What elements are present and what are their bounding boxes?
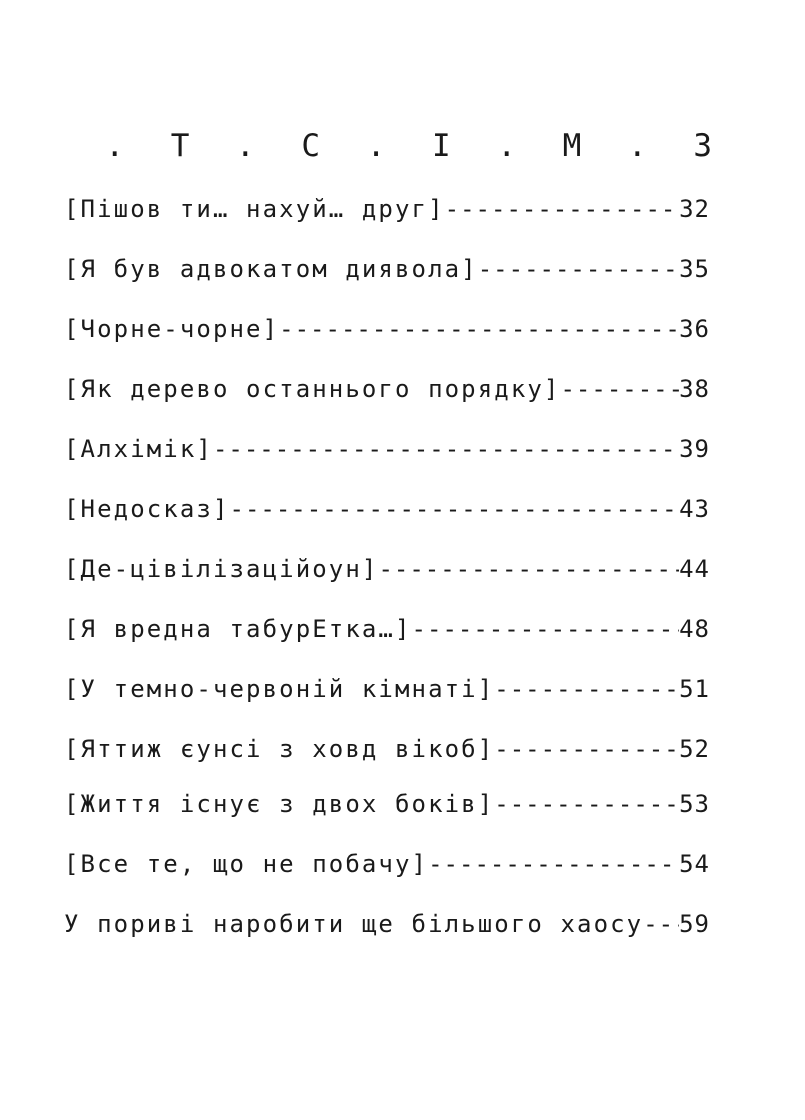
toc-entry-page: 38 [679, 375, 710, 403]
toc-entry-title: [Як дерево останнього порядку] [64, 375, 561, 403]
toc-entry-page: 51 [679, 675, 710, 703]
toc-entry-leader [230, 495, 680, 523]
toc-entry-page: 44 [679, 555, 710, 583]
toc-entry [64, 495, 710, 535]
toc-entry-leader [428, 850, 679, 878]
toc-entry-leader [560, 375, 679, 403]
toc-entry-page: 48 [679, 615, 710, 643]
toc-entry [64, 675, 710, 715]
toc-entry-page: 52 [679, 735, 710, 763]
toc-entry-page: 36 [679, 315, 710, 343]
toc-entry [64, 615, 710, 655]
toc-entry [64, 255, 710, 295]
toc-entry [64, 195, 710, 235]
toc-entry-page: 43 [679, 495, 710, 523]
toc-entry-page: 59 [679, 910, 710, 938]
toc-entry-leader [643, 910, 679, 938]
toc-entry-title: [Недосказ] [64, 495, 230, 523]
toc-entry-page: 35 [679, 255, 710, 283]
toc-entry-leader [494, 790, 679, 818]
toc-entry [64, 315, 710, 355]
toc-entry-title: [Я був адвокатом диявола] [64, 255, 478, 283]
toc-entry-title: У пориві наробити ще більшого хаосу [64, 910, 644, 938]
toc-entry [64, 435, 710, 475]
toc-entry [64, 735, 710, 775]
toc-entry-leader [494, 675, 679, 703]
toc-entry-leader [279, 315, 679, 343]
toc-entry [64, 910, 710, 950]
toc-entry-title: [Пішов ти… нахуй… друг] [64, 195, 445, 223]
toc-entry-leader [445, 195, 679, 223]
toc-entry [64, 555, 710, 595]
toc-entry [64, 790, 710, 830]
toc-entry-leader [213, 435, 679, 463]
toc-entry-leader [494, 735, 679, 763]
toc-entry-page: 54 [679, 850, 710, 878]
toc-entry-leader [412, 615, 680, 643]
toc-entry-page: 53 [679, 790, 710, 818]
toc-entry-title: [Де-цівілізаційоун] [64, 555, 379, 583]
toc-entry-page: 39 [679, 435, 710, 463]
toc-entry-title: [Я вредна табурЕтка…] [64, 615, 412, 643]
toc-entry-title: [Життя існує з двох боків] [64, 790, 495, 818]
toc-entry-title: [Все те, що не побачу] [64, 850, 429, 878]
toc-entry-leader [478, 255, 679, 283]
toc-entry [64, 850, 710, 890]
toc-entry-title: [Чорне-чорне] [64, 315, 280, 343]
page-title: . Т . С . І . М . З [105, 128, 726, 164]
toc-entry-title: [Яттиж єунсі з ховд вікоб] [64, 735, 495, 763]
toc-entry-leader [378, 555, 679, 583]
toc-entry-title: [Алхімік] [64, 435, 213, 463]
toc-entry-title: [У темно-червоній кімнаті] [64, 675, 495, 703]
toc-entry [64, 375, 710, 415]
toc-entry-page: 32 [679, 195, 710, 223]
